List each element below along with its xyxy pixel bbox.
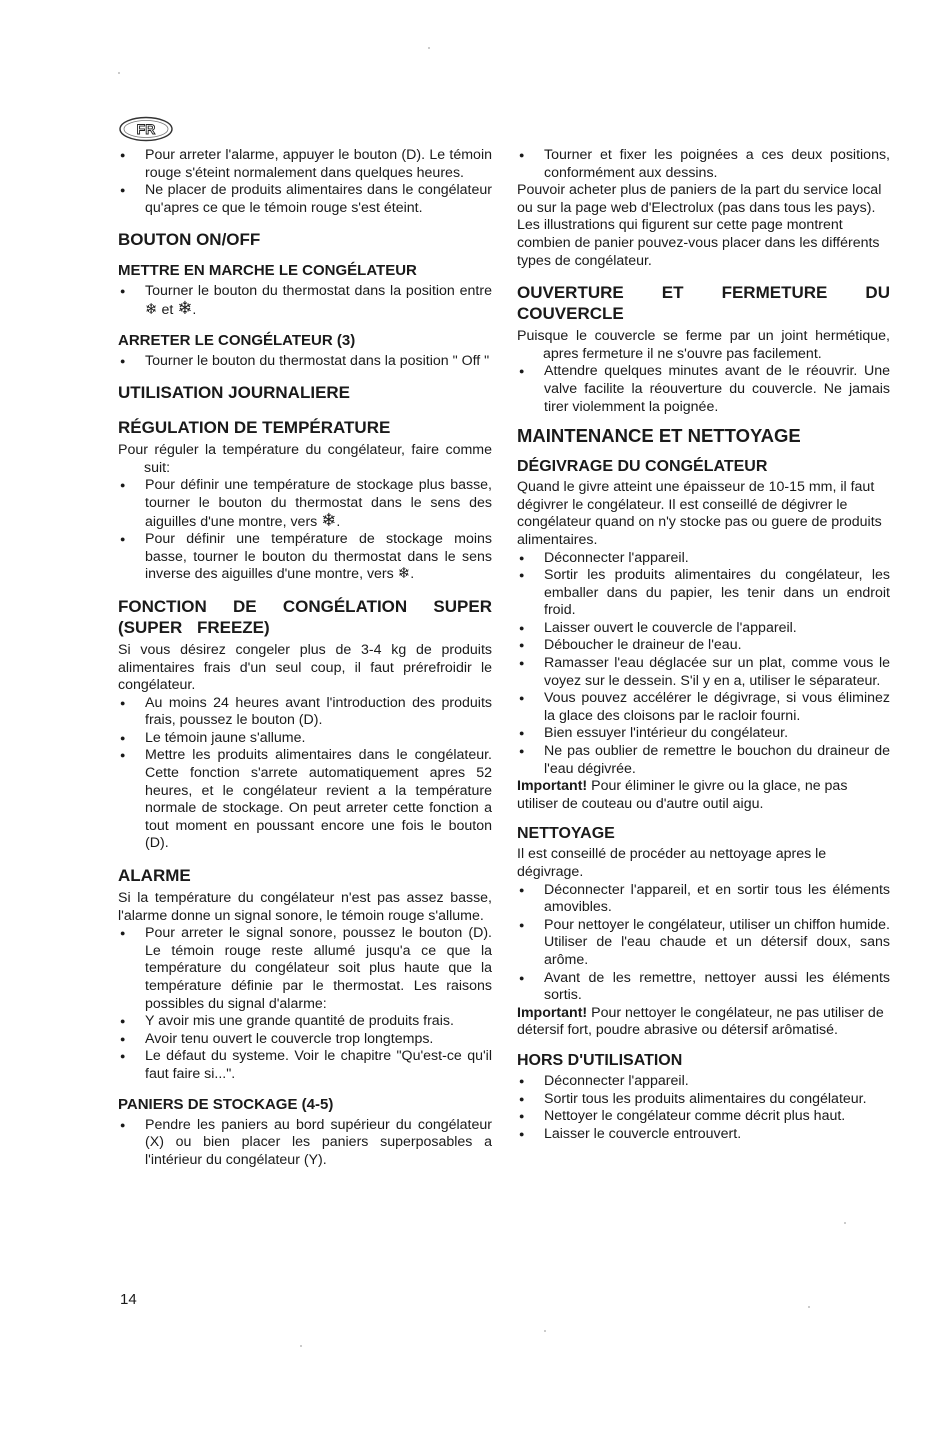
defrost-important	[517, 778, 890, 813]
list-item: ● Avoir tenu ouvert le couvercle trop longtemps.	[118, 1031, 492, 1049]
list-item: ● Le défaut du systeme. Voir le chapitre "Qu'est-ce qu'il faut faire si...".	[118, 1048, 492, 1083]
list-item	[118, 477, 492, 531]
snowflake-small-icon: ❄	[145, 300, 158, 318]
left-column	[118, 147, 492, 1169]
baskets-bullets	[118, 1117, 492, 1170]
section-title-maintenance: MAINTENANCE ET NETTOYAGE	[517, 425, 801, 447]
list-item: ● Ramasser l'eau déglacée sur un plat, comme vous le voyez sur le dessein. S'il y en a, utiliser le séparateur.	[517, 655, 890, 690]
scan-speck	[544, 1330, 546, 1332]
subsection-title-unused: HORS D'UTILISATION	[517, 1051, 683, 1069]
list-item: ● Nettoyer le congélateur comme décrit plus haut.	[517, 1108, 890, 1126]
scan-speck	[808, 1306, 810, 1308]
start-text: Tourner le bouton du thermostat dans la position entre	[145, 283, 492, 300]
list-item: ● Pour arreter le signal sonore, poussez le bouton (D). Le témoin rouge reste allumé jusqu'a ce que la température du congélateur soit plus haute que la température définie par le thermostat. Les raisons possibles du signal d'alarme:	[118, 925, 492, 1013]
scan-speck	[428, 47, 430, 49]
scan-speck	[118, 72, 120, 74]
alarm-intro: Si la température du congélateur n'est pas assez basse, l'alarme donne un signal sonore, le témoin rouge s'allume.	[118, 890, 492, 924]
important-label: Important!	[517, 1004, 588, 1021]
list-item: ● Déconnecter l'appareil, et en sortir tous les éléments amovibles.	[517, 882, 890, 917]
subsection-title-start: METTRE EN MARCHE LE CONGÉLATEUR	[118, 262, 417, 280]
subsection-title-baskets: PANIERS DE STOCKAGE (4-5)	[118, 1095, 334, 1113]
list-item: ● Vous pouvez accélérer le dégivrage, si vous éliminez la glace des cloisons par le racloir fourni.	[517, 690, 890, 725]
list-item: ● Pour nettoyer le congélateur, utiliser un chiffon humide. Utiliser de l'eau chaude et un détersif doux, sans arôme.	[517, 917, 890, 970]
start-end: .	[192, 301, 197, 318]
superfreeze-intro: Si vous désirez congeler plus de 3-4 kg de produits alimentaires frais d'un seul coup, il faut prérefroidir le congélateur.	[118, 641, 492, 694]
list-item: ● Pendre les paniers au bord supérieur du congélateur (X) ou bien placer les paniers superposables a l'intérieur du congélateur (Y).	[118, 1117, 492, 1170]
alarm-bullets	[118, 925, 492, 1083]
language-badge-text: FR	[136, 121, 156, 137]
section-title-daily: UTILISATION JOURNALIERE	[118, 383, 351, 403]
list-item: ● Mettre les produits alimentaires dans le congélateur. Cette fonction s'arrete automatiquement apres 52 heures, et le congélateur revient a la température normale de stockage. On peut arreter cette fonction a tout moment en poussant encore une fois le bouton (D).	[118, 747, 492, 853]
list-item: ● Laisser ouvert le couvercle de l'appareil.	[517, 620, 890, 638]
section-title-alarm: ALARME	[118, 866, 191, 886]
right-column	[517, 147, 890, 1143]
superfreeze-bullets	[118, 695, 492, 853]
regulation-bullets	[118, 477, 492, 584]
list-item: ● Avant de les remettre, nettoyer aussi les éléments sortis.	[517, 970, 890, 1005]
cleaning-intro: Il est conseillé de procéder au nettoyage apres le dégivrage.	[517, 846, 827, 880]
language-badge-icon	[118, 116, 174, 142]
intro-bullets	[118, 147, 492, 217]
subsection-title-defrost: DÉGIVRAGE DU CONGÉLATEUR	[517, 458, 768, 476]
section-title-regulation: RÉGULATION DE TEMPÉRATURE	[118, 418, 391, 438]
list-item: ● Tourner et fixer les poignées a ces deux positions, conformément aux dessins.	[517, 147, 890, 182]
defrost-intro: Quand le givre atteint une épaisseur de 10-15 mm, il faut dégivrer le congélateur. Il est conseillé de dégivrer le congélateur quand on n'y stocke pas ou guere de produits alimentaires.	[517, 479, 882, 548]
list-item: ● Tourner le bouton du thermostat dans la position " Off "	[118, 353, 492, 371]
section-title-onoff: BOUTON ON/OFF	[118, 230, 261, 250]
scan-speck	[300, 1345, 302, 1347]
list-item: ● Ne placer de produits alimentaires dans le congélateur qu'apres ce que le témoin rouge s'est éteint.	[118, 182, 492, 217]
scan-speck	[844, 1222, 846, 1224]
lid-intro: Puisque le couvercle se ferme par un joint hermétique, apres fermeture il ne s'ouvre pas facilement.	[517, 328, 890, 362]
defrost-bullets	[517, 550, 890, 779]
list-item: ● Déconnecter l'appareil.	[517, 1073, 890, 1091]
start-et: et	[161, 301, 174, 318]
important-text: Pour éliminer le givre ou la glace, ne pas utiliser de couteau ou d'autre outil aigu.	[517, 778, 848, 812]
lid-bullets	[517, 363, 890, 416]
list-item: ● Sortir les produits alimentaires du congélateur, les emballer dans du papier, les tenir dans un endroit froid.	[517, 567, 890, 620]
important-label: Important!	[517, 778, 588, 795]
snowflake-large-icon: ❄	[321, 509, 337, 530]
list-item: ● Ne pas oublier de remettre le bouchon du draineur de l'eau dégivrée.	[517, 743, 890, 778]
list-item	[118, 283, 492, 319]
snowflake-small-icon: ❄	[397, 565, 411, 583]
baskets-paragraph: Pouvoir acheter plus de paniers de la part du service local ou sur la page web d'Electrolux (pas dans tous les pays). Les illustrations qui figurent sur cette page montrent combien de panier pouvez-vous placer dans les différents types de congélateur.	[517, 182, 882, 269]
list-item	[118, 531, 492, 584]
list-item: ● Sortir tous les produits alimentaires du congélateur.	[517, 1091, 890, 1109]
list-item: ● Au moins 24 heures avant l'introduction des produits frais, poussez le bouton (D).	[118, 695, 492, 730]
page-number: 14	[120, 1291, 137, 1308]
list-item: ● Bien essuyer l'intérieur du congélateur.	[517, 725, 890, 743]
stop-bullets	[118, 353, 492, 371]
subsection-title-cleaning: NETTOYAGE	[517, 825, 615, 843]
handles-bullets	[517, 147, 890, 182]
important-text: Pour nettoyer le congélateur, ne pas utiliser de détersif fort, poudre abrasive ou détersif arômatisé.	[517, 1004, 884, 1039]
list-item: ● Y avoir mis une grande quantité de produits frais.	[118, 1013, 492, 1031]
section-title-superfreeze: FONCTION DE CONGÉLATION SUPER (SUPER FREEZE)	[118, 596, 492, 637]
regulation-intro: Pour réguler la température du congélateur, faire comme suit:	[118, 442, 492, 476]
list-item: ● Déboucher le draineur de l'eau.	[517, 637, 890, 655]
list-item: ● Le témoin jaune s'allume.	[118, 730, 492, 748]
snowflake-large-icon: ❄	[177, 297, 193, 318]
list-item: ● Déconnecter l'appareil.	[517, 550, 890, 568]
regulation-bullet-1-text: Pour définir une température de stockage plus basse, tourner le bouton du thermostat dans le sens des aiguilles d'une montre, vers	[145, 477, 492, 530]
list-item: ● Pour arreter l'alarme, appuyer le bouton (D). Le témoin rouge s'éteint normalement dans quelques heures.	[118, 147, 492, 182]
list-item: ● Laisser le couvercle entrouvert.	[517, 1126, 890, 1144]
cleaning-important	[517, 1005, 890, 1040]
regulation-bullet-2-text: Pour définir une température de stockage moins basse, tourner le bouton du thermostat dans le sens inverse des aiguilles d'une montre, vers	[145, 531, 492, 583]
cleaning-bullets	[517, 882, 890, 1005]
unused-bullets	[517, 1073, 890, 1143]
section-title-lid: OUVERTURE ET FERMETURE DU COUVERCLE	[517, 283, 890, 324]
regulation-bullet-2-end: .	[410, 566, 415, 583]
regulation-bullet-1-end: .	[336, 513, 341, 530]
start-bullets	[118, 283, 492, 319]
subsection-title-stop: ARRETER LE CONGÉLATEUR (3)	[118, 331, 356, 349]
list-item: ● Attendre quelques minutes avant de le réouvrir. Une valve facilite la réouverture du couvercle. Ne jamais tirer violemment la poignée.	[517, 363, 890, 416]
